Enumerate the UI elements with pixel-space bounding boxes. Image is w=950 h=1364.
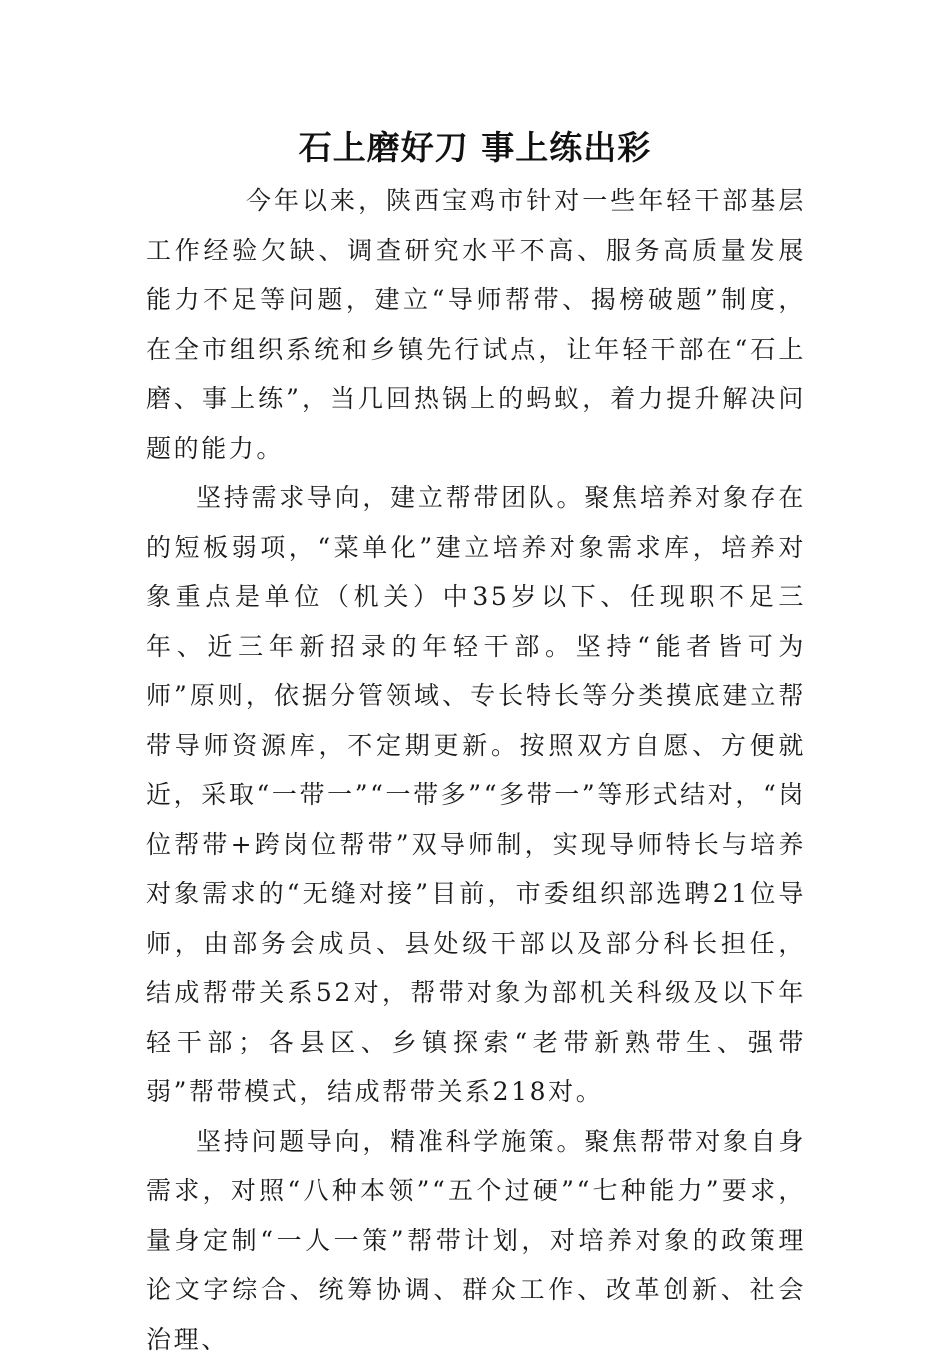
paragraph-problem-oriented: 坚持问题导向，精准科学施策。聚焦帮带对象自身需求，对照“八种本领”“五个过硬”“七种能力”要求，量身定制“一人一策”帮带计划，对培养对象的政策理论文字综合、统筹协调、群众工作、改革创新、社会治理、 [146, 1117, 806, 1364]
paragraph-intro: 今年以来，陕西宝鸡市针对一些年轻干部基层工作经验欠缺、调查研究水平不高、服务高质量发展能力不足等问题，建立“导师帮带、揭榜破题”制度，在全市组织系统和乡镇先行试点，让年轻干部在“石上磨、事上练”，当几回热锅上的蚂蚁，着力提升解决问题的能力。 [146, 176, 806, 473]
document-title: 石上磨好刀 事上练出彩 [0, 124, 950, 172]
document-body [146, 176, 806, 1364]
paragraph-demand-oriented: 坚持需求导向，建立帮带团队。聚焦培养对象存在的短板弱项，“菜单化”建立培养对象需求库，培养对象重点是单位（机关）中35岁以下、任现职不足三年、近三年新招录的年轻干部。坚持“能者皆可为师”原则，依据分管领域、专长特长等分类摸底建立帮带导师资源库，不定期更新。按照双方自愿、方便就近，采取“一带一”“一带多”“多带一”等形式结对，“岗位帮带+跨岗位帮带”双导师制，实现导师特长与培养对象需求的“无缝对接”目前，市委组织部选聘21位导师，由部务会成员、县处级干部以及部分科长担任，结成帮带关系52对，帮带对象为部机关科级及以下年轻干部；各县区、乡镇探索“老带新熟带生、强带弱”帮带模式，结成帮带关系218对。 [146, 473, 806, 1117]
